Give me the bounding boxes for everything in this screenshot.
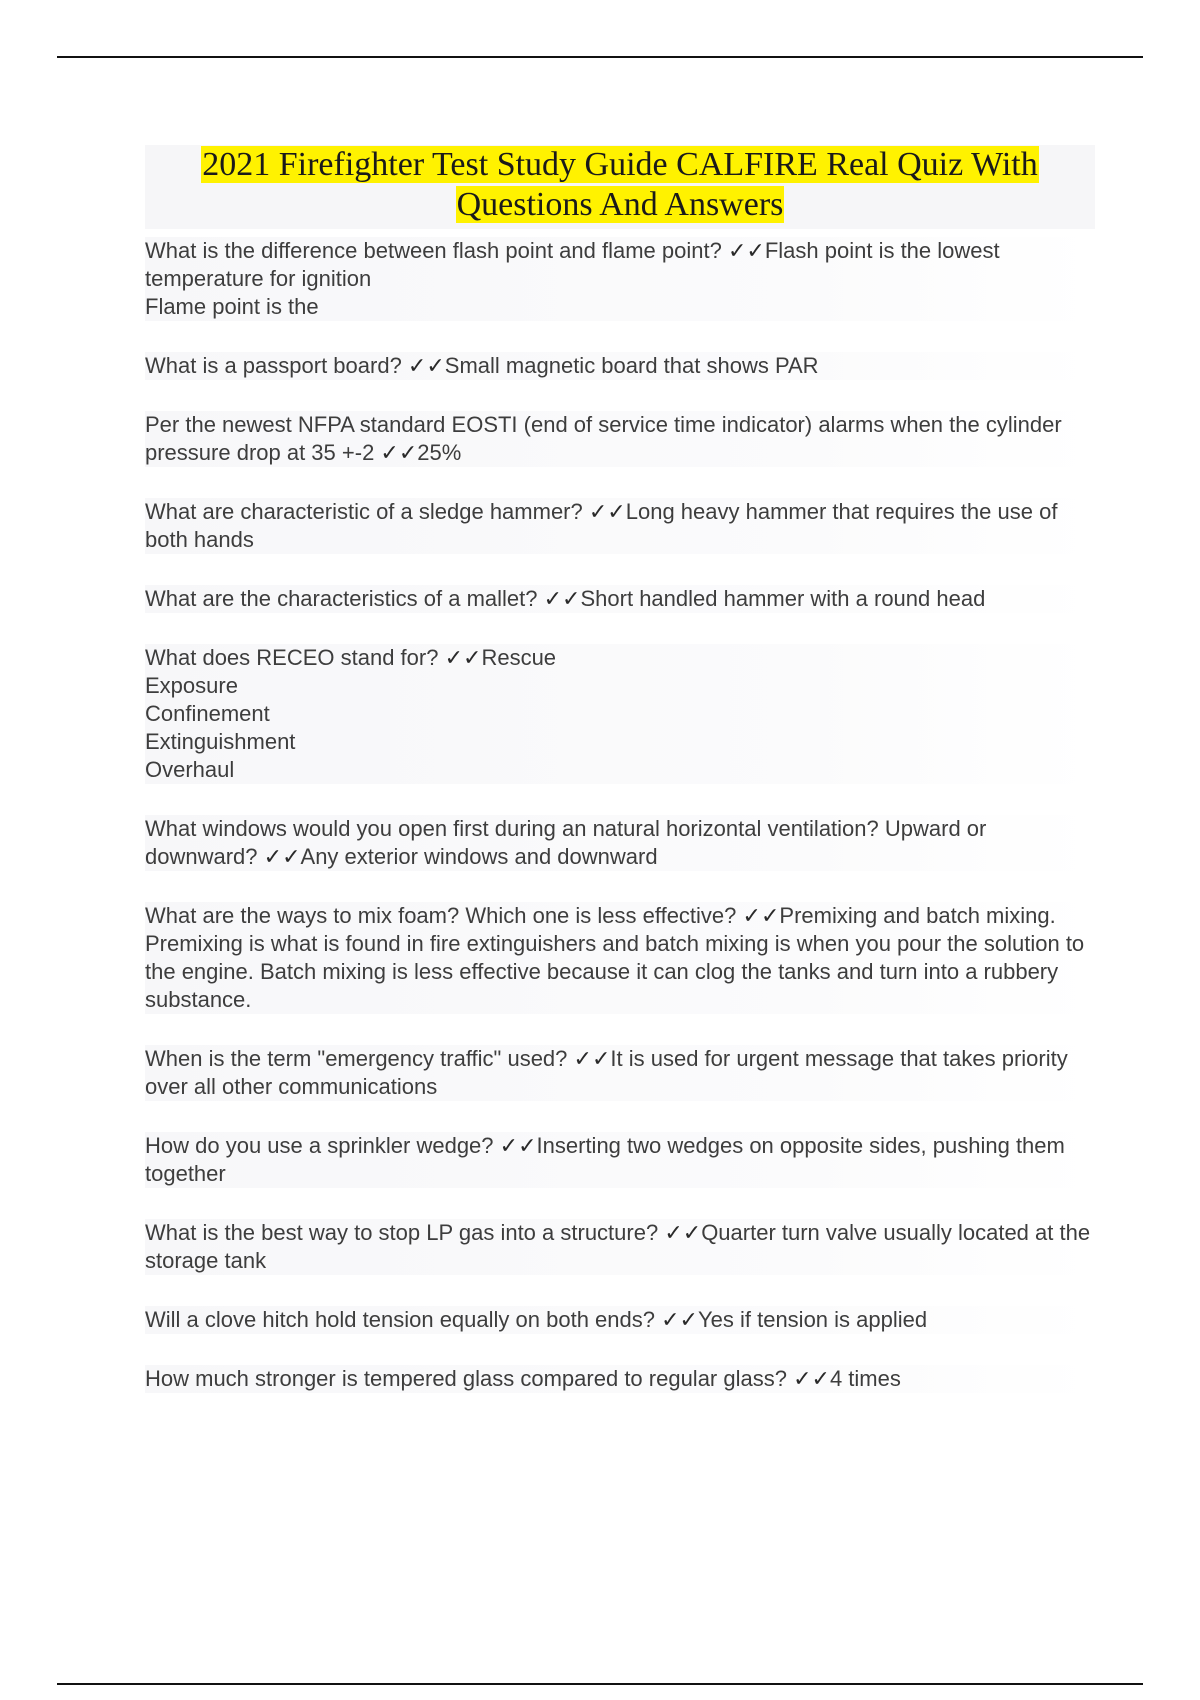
answer-text: Any exterior windows and downward — [300, 844, 658, 869]
qa-item — [145, 902, 1095, 1014]
qa-item — [145, 1306, 1095, 1334]
qa-item — [145, 644, 1095, 784]
check-mark-icon: ✓✓ — [588, 499, 626, 524]
check-mark-icon: ✓✓ — [573, 1046, 611, 1071]
question-text: What is the best way to stop LP gas into a structure? — [145, 1220, 665, 1245]
question-text: Will a clove hitch hold tension equally on both ends? — [145, 1307, 662, 1332]
question-text: How do you use a sprinkler wedge? — [145, 1133, 500, 1158]
answer-text: Quarter turn valve usually located at the storage tank — [145, 1220, 1091, 1273]
answer-text: Short handled hammer with a round head — [580, 586, 986, 611]
header-rule — [57, 56, 1143, 58]
answer-text: Long heavy hammer that requires the use of both hands — [145, 499, 1058, 552]
check-mark-icon: ✓✓ — [263, 844, 301, 869]
qa-item — [145, 815, 1095, 871]
qa-item — [145, 352, 1095, 380]
qa-item — [145, 411, 1095, 467]
qa-list — [145, 237, 1095, 1393]
question-text: What windows would you open first during an natural horizontal ventilation? Upward or downward? — [145, 816, 987, 869]
qa-item — [145, 585, 1095, 613]
question-text: What is a passport board? — [145, 353, 408, 378]
question-text: What are the ways to mix foam? Which one is less effective? — [145, 903, 743, 928]
question-text: What is the difference between flash point and flame point? — [145, 238, 728, 263]
check-mark-icon: ✓✓ — [742, 903, 780, 928]
check-mark-icon: ✓✓ — [793, 1366, 830, 1391]
qa-item — [145, 1219, 1095, 1275]
check-mark-icon: ✓✓ — [444, 645, 482, 670]
answer-text: 4 times — [829, 1366, 901, 1391]
answer-text: Yes if tension is applied — [697, 1307, 928, 1332]
qa-item — [145, 237, 1095, 321]
check-mark-icon: ✓✓ — [664, 1220, 702, 1245]
footer-rule — [57, 1683, 1143, 1685]
title-block — [145, 145, 1095, 229]
answer-text: 25% — [417, 440, 462, 465]
answer-text: Premixing and batch mixing. Premixing is what is found in fire extinguishers and batch mixing is when you pour the solution to the engine. Batch mixing is less effective because it can clog the tanks and turn into a rubbery substance. — [145, 903, 1085, 1012]
qa-item — [145, 1365, 1095, 1393]
question-text: What are the characteristics of a mallet? — [145, 586, 544, 611]
answer-text: Inserting two wedges on opposite sides, pushing them together — [145, 1133, 1065, 1186]
question-text: What are characteristic of a sledge hammer? — [145, 499, 589, 524]
document-title: 2021 Firefighter Test Study Guide CALFIRE Real Quiz With Questions And Answers — [202, 146, 1038, 223]
question-text: How much stronger is tempered glass compared to regular glass? — [145, 1366, 794, 1391]
question-text: Per the newest NFPA standard EOSTI (end of service time indicator) alarms when the cylinder pressure drop at 35 +-2 — [145, 412, 1062, 465]
qa-item — [145, 498, 1095, 554]
answer-text: Small magnetic board that shows PAR — [444, 353, 819, 378]
check-mark-icon: ✓✓ — [727, 238, 765, 263]
document-body — [145, 145, 1095, 1424]
check-mark-icon: ✓✓ — [543, 586, 581, 611]
answer-text: Rescue Exposure Confinement Extinguishment Overhaul — [145, 645, 557, 782]
answer-text: It is used for urgent message that takes priority over all other communications — [145, 1046, 1068, 1099]
check-mark-icon: ✓✓ — [661, 1307, 698, 1332]
check-mark-icon: ✓✓ — [380, 440, 418, 465]
check-mark-icon: ✓✓ — [407, 353, 445, 378]
question-text: What does RECEO stand for? — [145, 645, 445, 670]
qa-item — [145, 1045, 1095, 1101]
question-text: When is the term "emergency traffic" used? — [145, 1046, 574, 1071]
qa-item — [145, 1132, 1095, 1188]
answer-text: Flash point is the lowest temperature for ignition Flame point is the — [145, 238, 1000, 319]
check-mark-icon: ✓✓ — [499, 1133, 537, 1158]
